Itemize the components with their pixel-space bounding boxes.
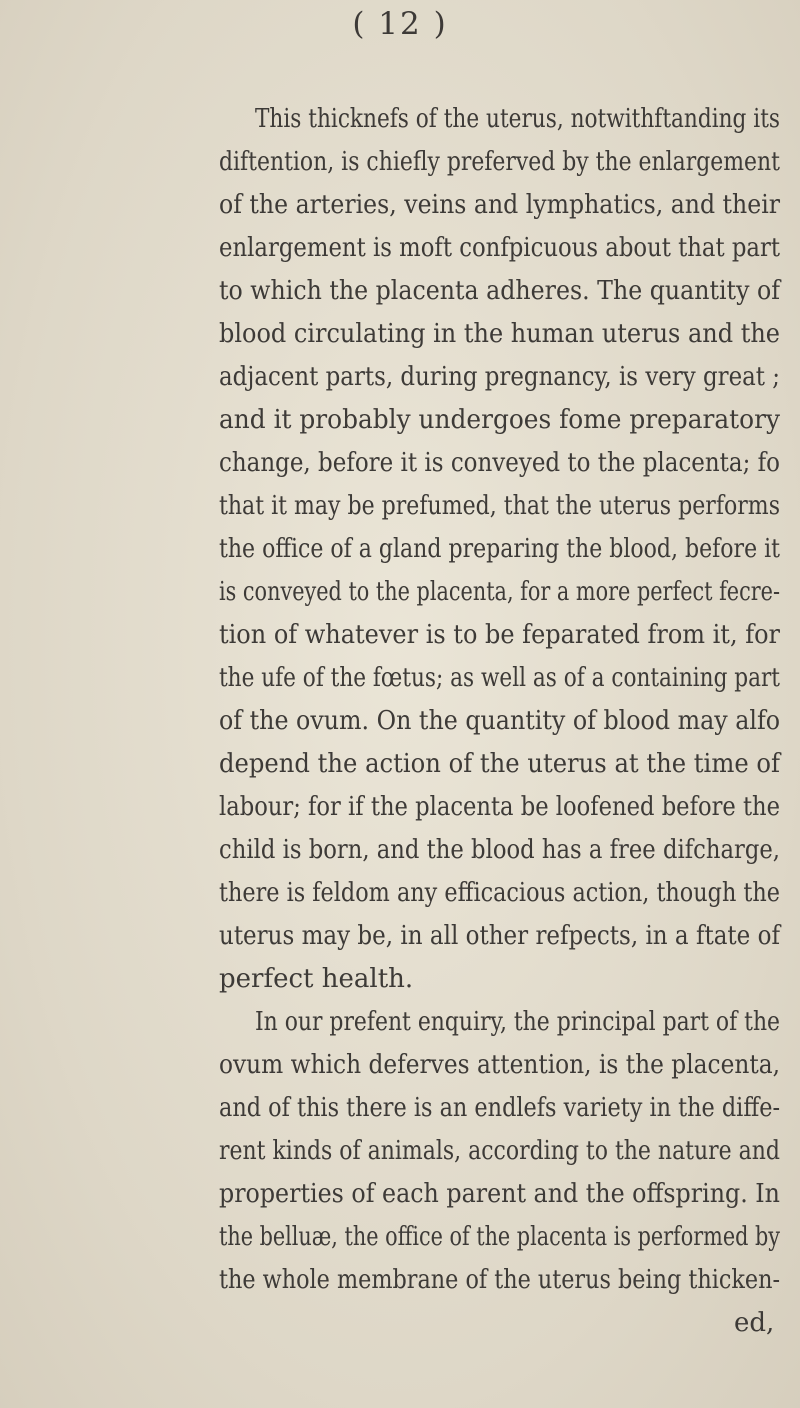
text-line: the belluæ, the office of the placenta is performed by	[219, 1222, 781, 1252]
text-line: diftention, is chiefly preferved by the enlargement	[219, 147, 780, 177]
text-line: perfect health.	[219, 964, 414, 994]
text-line: depend the action of the uterus at the time of	[219, 749, 780, 779]
text-line: adjacent parts, during pregnancy, is very great ;	[219, 362, 780, 392]
text-line: rent kinds of animals, according to the nature and	[219, 1136, 780, 1166]
text-line: ed,	[734, 1308, 775, 1338]
text-line: that it may be prefumed, that the uterus performs	[219, 491, 781, 521]
text-line: is conveyed to the placenta, for a more perfect fecre-	[219, 577, 780, 607]
text-line: ovum which deferves attention, is the placenta,	[219, 1050, 781, 1080]
page-number: ( 12 )	[352, 6, 448, 42]
text-line: uterus may be, in all other refpects, in a ftate of	[219, 921, 780, 951]
text-line: of the arteries, veins and lymphatics, and their	[219, 190, 781, 220]
text-line: there is feldom any efficacious action, though the	[219, 878, 781, 908]
text-line: to which the placenta adheres. The quantity of	[219, 276, 780, 306]
text-line: properties of each parent and the offspring. In	[219, 1179, 780, 1209]
text-line: blood circulating in the human uterus and the	[219, 319, 781, 349]
text-line: enlargement is moft confpicuous about that part	[219, 233, 781, 263]
text-line: the office of a gland preparing the blood, before it	[219, 534, 781, 564]
text-line: tion of whatever is to be feparated from it, for	[219, 620, 780, 650]
text-line: of the ovum. On the quantity of blood may alfo	[219, 706, 781, 736]
text-line: and of this there is an endlefs variety in the diffe-	[219, 1093, 781, 1123]
text-line: and it probably undergoes fome preparatory	[219, 405, 780, 435]
text-line: labour; for if the placenta be loofened before the	[219, 792, 781, 822]
text-line: change, before it is conveyed to the placenta; fo	[219, 448, 780, 478]
text-line: the whole membrane of the uterus being thicken-	[219, 1265, 781, 1295]
text-line: child is born, and the blood has a free difcharge,	[219, 835, 781, 865]
text-line: the ufe of the fœtus; as well as of a containing part	[219, 663, 781, 693]
text-line: In our prefent enquiry, the principal part of the	[255, 1007, 781, 1037]
text-line: This thicknefs of the uterus, notwithftanding its	[255, 104, 781, 134]
